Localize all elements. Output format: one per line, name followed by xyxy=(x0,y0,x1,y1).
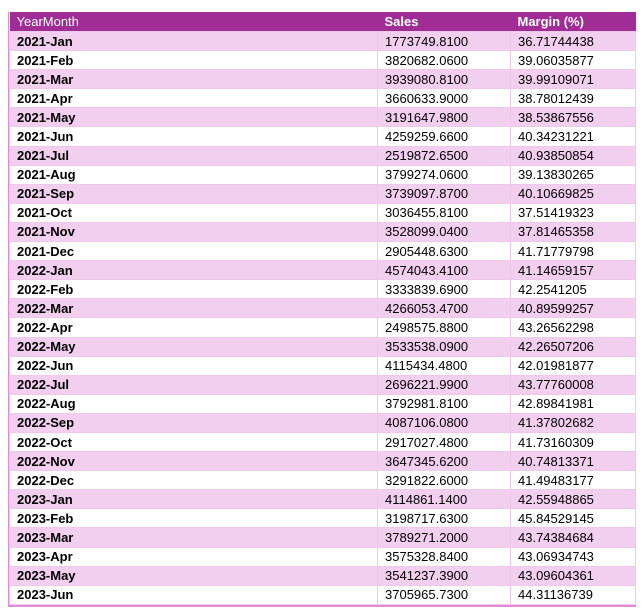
sales-cell: 4114861.1400 xyxy=(378,490,511,509)
yearmonth-cell: 2021-Mar xyxy=(10,70,378,89)
column-header-sales[interactable]: Sales xyxy=(378,12,511,32)
table-row xyxy=(10,203,636,222)
margin-cell: 44.31136739 xyxy=(511,585,636,604)
sales-cell: 2498575.8800 xyxy=(378,318,511,337)
yearmonth-cell: 2022-Apr xyxy=(10,318,378,337)
margin-cell: 37.81465358 xyxy=(511,222,636,241)
sales-margin-table xyxy=(9,12,636,605)
sales-cell: 2696221.9900 xyxy=(378,375,511,394)
margin-cell: 41.14659157 xyxy=(511,261,636,280)
yearmonth-cell: 2022-Jan xyxy=(10,261,378,280)
margin-cell: 43.74384684 xyxy=(511,528,636,547)
sales-cell: 4115434.4800 xyxy=(378,356,511,375)
table-row xyxy=(10,222,636,241)
yearmonth-cell: 2021-Oct xyxy=(10,203,378,222)
sales-cell: 3291822.6000 xyxy=(378,471,511,490)
margin-cell: 40.74813371 xyxy=(511,452,636,471)
table-body xyxy=(10,32,636,605)
sales-cell: 3647345.6200 xyxy=(378,452,511,471)
margin-cell: 38.78012439 xyxy=(511,89,636,108)
sales-cell: 2905448.6300 xyxy=(378,242,511,261)
sales-cell: 3191647.9800 xyxy=(378,108,511,127)
column-header-yearmonth[interactable]: YearMonth xyxy=(10,12,378,32)
sales-cell: 2917027.4800 xyxy=(378,432,511,451)
yearmonth-cell: 2023-Apr xyxy=(10,547,378,566)
yearmonth-cell: 2021-Feb xyxy=(10,51,378,70)
yearmonth-cell: 2022-May xyxy=(10,337,378,356)
table-row xyxy=(10,89,636,108)
table-row xyxy=(10,184,636,203)
sales-cell: 3792981.8100 xyxy=(378,394,511,413)
margin-cell: 43.06934743 xyxy=(511,547,636,566)
table-row xyxy=(10,452,636,471)
margin-cell: 41.71779798 xyxy=(511,242,636,261)
sales-cell: 4259259.6600 xyxy=(378,127,511,146)
yearmonth-cell: 2021-Dec xyxy=(10,242,378,261)
yearmonth-cell: 2023-Jun xyxy=(10,585,378,604)
table-row xyxy=(10,585,636,604)
yearmonth-cell: 2021-May xyxy=(10,108,378,127)
margin-cell: 40.89599257 xyxy=(511,299,636,318)
yearmonth-cell: 2022-Feb xyxy=(10,280,378,299)
margin-cell: 43.09604361 xyxy=(511,566,636,585)
yearmonth-cell: 2021-Nov xyxy=(10,222,378,241)
margin-cell: 41.73160309 xyxy=(511,432,636,451)
table-row xyxy=(10,337,636,356)
table-row xyxy=(10,70,636,89)
table-row xyxy=(10,394,636,413)
yearmonth-cell: 2022-Nov xyxy=(10,452,378,471)
margin-cell: 42.55948865 xyxy=(511,490,636,509)
sales-cell: 4574043.4100 xyxy=(378,261,511,280)
yearmonth-cell: 2022-Dec xyxy=(10,471,378,490)
sales-cell: 3036455.8100 xyxy=(378,203,511,222)
yearmonth-cell: 2023-May xyxy=(10,566,378,585)
yearmonth-cell: 2022-Sep xyxy=(10,413,378,432)
table-row xyxy=(10,108,636,127)
margin-cell: 39.13830265 xyxy=(511,165,636,184)
table-row xyxy=(10,547,636,566)
sales-cell: 3541237.3900 xyxy=(378,566,511,585)
sales-cell: 3789271.2000 xyxy=(378,528,511,547)
margin-cell: 41.37802682 xyxy=(511,413,636,432)
sales-cell: 3820682.0600 xyxy=(378,51,511,70)
sales-cell: 4087106.0800 xyxy=(378,413,511,432)
sales-cell: 1773749.8100 xyxy=(378,32,511,51)
margin-cell: 42.01981877 xyxy=(511,356,636,375)
margin-cell: 41.49483177 xyxy=(511,471,636,490)
yearmonth-cell: 2021-Aug xyxy=(10,165,378,184)
margin-cell: 40.34231221 xyxy=(511,127,636,146)
table-row xyxy=(10,509,636,528)
sales-cell: 3660633.9000 xyxy=(378,89,511,108)
table-row xyxy=(10,528,636,547)
sales-cell: 3575328.8400 xyxy=(378,547,511,566)
yearmonth-cell: 2021-Jan xyxy=(10,32,378,51)
margin-cell: 40.10669825 xyxy=(511,184,636,203)
table-row xyxy=(10,146,636,165)
margin-cell: 38.53867556 xyxy=(511,108,636,127)
table-row xyxy=(10,375,636,394)
table-row xyxy=(10,299,636,318)
margin-cell: 43.77760008 xyxy=(511,375,636,394)
yearmonth-cell: 2021-Apr xyxy=(10,89,378,108)
table-row xyxy=(10,261,636,280)
margin-cell: 42.26507206 xyxy=(511,337,636,356)
table-row xyxy=(10,165,636,184)
yearmonth-cell: 2023-Feb xyxy=(10,509,378,528)
table-row xyxy=(10,318,636,337)
table-row xyxy=(10,490,636,509)
margin-cell: 40.93850854 xyxy=(511,146,636,165)
margin-cell: 36.71744438 xyxy=(511,32,636,51)
yearmonth-cell: 2021-Jul xyxy=(10,146,378,165)
sales-cell: 3939080.8100 xyxy=(378,70,511,89)
yearmonth-cell: 2021-Sep xyxy=(10,184,378,203)
margin-cell: 43.26562298 xyxy=(511,318,636,337)
yearmonth-cell: 2022-Jul xyxy=(10,375,378,394)
yearmonth-cell: 2021-Jun xyxy=(10,127,378,146)
yearmonth-cell: 2023-Jan xyxy=(10,490,378,509)
table-row xyxy=(10,413,636,432)
sales-cell: 3198717.6300 xyxy=(378,509,511,528)
table-row xyxy=(10,32,636,51)
table-row xyxy=(10,127,636,146)
yearmonth-cell: 2022-Jun xyxy=(10,356,378,375)
table-row xyxy=(10,356,636,375)
sales-cell: 2519872.6500 xyxy=(378,146,511,165)
sales-cell: 3739097.8700 xyxy=(378,184,511,203)
sales-cell: 4266053.4700 xyxy=(378,299,511,318)
yearmonth-cell: 2022-Oct xyxy=(10,432,378,451)
sales-cell: 3705965.7300 xyxy=(378,585,511,604)
sales-cell: 3528099.0400 xyxy=(378,222,511,241)
margin-cell: 37.51419323 xyxy=(511,203,636,222)
header-row xyxy=(10,12,636,32)
table-row xyxy=(10,432,636,451)
margin-cell: 39.99109071 xyxy=(511,70,636,89)
table-row xyxy=(10,471,636,490)
margin-cell: 39.06035877 xyxy=(511,51,636,70)
table-header xyxy=(10,12,636,32)
sales-cell: 3799274.0600 xyxy=(378,165,511,184)
yearmonth-cell: 2022-Aug xyxy=(10,394,378,413)
table-row xyxy=(10,51,636,70)
column-header-margin[interactable]: Margin (%) xyxy=(511,12,636,32)
table-row xyxy=(10,566,636,585)
sales-cell: 3333839.6900 xyxy=(378,280,511,299)
yearmonth-cell: 2022-Mar xyxy=(10,299,378,318)
sales-cell: 3533538.0900 xyxy=(378,337,511,356)
margin-cell: 45.84529145 xyxy=(511,509,636,528)
sales-margin-table-container xyxy=(8,12,636,607)
table-row xyxy=(10,280,636,299)
margin-cell: 42.2541205 xyxy=(511,280,636,299)
yearmonth-cell: 2023-Mar xyxy=(10,528,378,547)
margin-cell: 42.89841981 xyxy=(511,394,636,413)
table-row xyxy=(10,242,636,261)
